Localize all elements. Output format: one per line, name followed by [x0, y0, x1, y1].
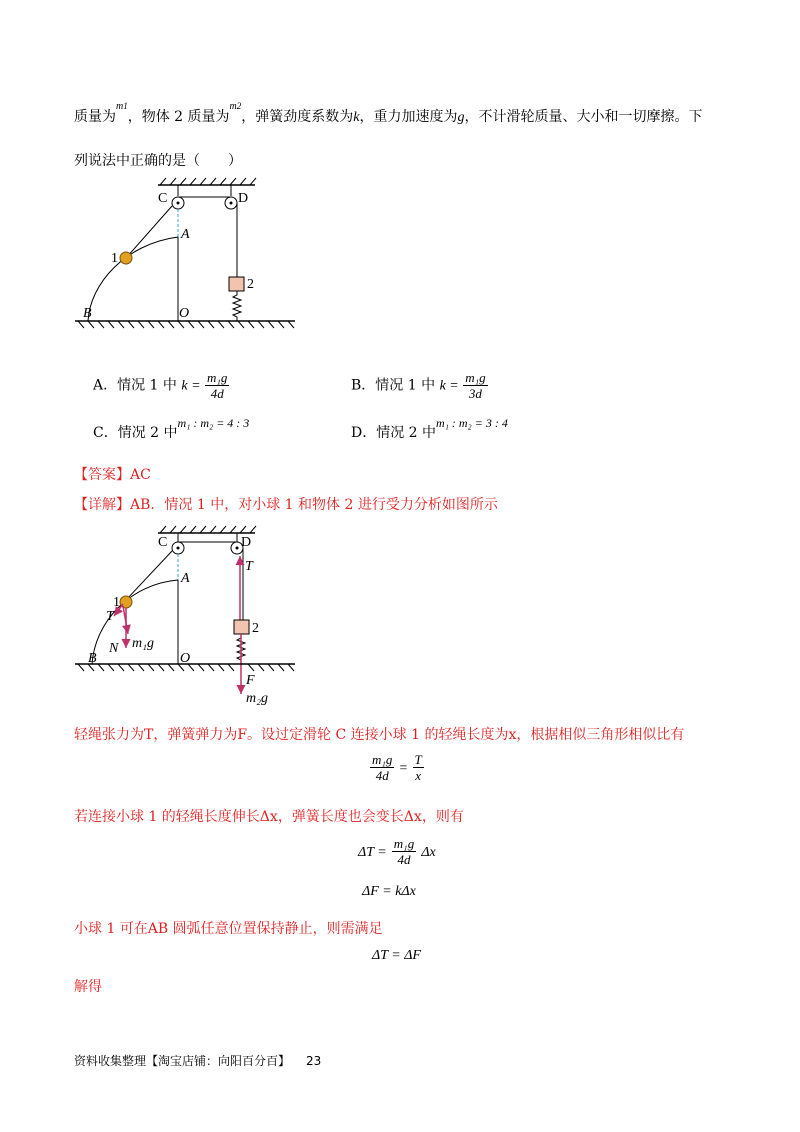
option-d[interactable]: D．情况 2 中m₁ : m₂ = 3 : 4 [351, 416, 508, 441]
label-c: C [158, 191, 168, 206]
equation-4: ΔT = ΔF [372, 948, 421, 963]
equation-2: ΔT = $\frac{\text{m₁g}}{4d}$ Δx [358, 836, 436, 867]
svg-text:B: B [88, 651, 97, 666]
svg-text:2: 2 [252, 621, 259, 636]
svg-text:F: F [246, 673, 255, 688]
ball-1 [120, 252, 132, 264]
solution-p1: 轻绳张力为T，弹簧弹力为F。设过定滑轮 C 连接小球 1 的轻绳长度为x，根据相似三角形相似比有 [74, 727, 685, 743]
detail-line: 【详解】AB．情况 1 中，对小球 1 和物体 2 进行受力分析如图所示 [74, 497, 498, 513]
svg-text:D: D [241, 535, 252, 550]
m1-symbol: m1 [116, 101, 128, 112]
svg-text:T: T [245, 559, 253, 574]
figure-1-diagram [70, 174, 300, 334]
question-line-2: 列说法中正确的是（ ） [74, 153, 242, 169]
equation-3: ΔF = kΔx [362, 884, 416, 899]
option-a[interactable]: A．情况 1 中 k = $\frac{\text{m₁g}}{4d}$ [93, 370, 228, 401]
option-c[interactable]: C．情况 2 中m₁ : m₂ = 4 : 3 [93, 416, 250, 441]
solution-p2: 若连接小球 1 的轻绳长度伸长Δx，弹簧长度也会变长Δx，则有 [74, 809, 464, 825]
label-ball: 1 [111, 251, 118, 266]
svg-text:T: T [106, 609, 114, 624]
svg-text:N: N [109, 641, 119, 656]
svg-text:m₂g: m₂g [246, 691, 268, 706]
svg-text:O: O [180, 651, 191, 666]
question-line-1: 质量为$^{m1}$，物体 2 质量为$^{m2}$，弹簧劲度系数为k，重力加速度为g，不计滑轮质量、大小和一切摩擦。下 [74, 101, 703, 125]
label-b: B [83, 306, 92, 321]
answer-line: 【答案】AC [74, 467, 151, 483]
svg-text:m₁g: m₁g [132, 636, 154, 651]
svg-text:A: A [181, 571, 190, 586]
svg-text:1: 1 [113, 595, 120, 610]
block-2 [229, 277, 244, 291]
m2-symbol: m2 [229, 101, 242, 112]
label-a: A [181, 227, 190, 242]
label-block: 2 [247, 277, 254, 292]
label-o: O [179, 306, 190, 321]
equation-1: $\frac{\text{m₁g}}{4d}$ = $\frac{T}{x}$ [372, 752, 422, 783]
solution-p3: 小球 1 可在AB 圆弧任意位置保持静止，则需满足 [74, 921, 383, 937]
solution-p4: 解得 [74, 979, 102, 995]
page-number: 23 [306, 1054, 322, 1068]
option-b[interactable]: B．情况 1 中 k = $\frac{\text{m₁g}}{3d}$ [351, 370, 486, 401]
figure-2-diagram [70, 522, 300, 707]
svg-text:C: C [158, 535, 168, 550]
label-d: D [238, 191, 249, 206]
footer: 资料收集整理【淘宝店铺：向阳百分百】 23 [74, 1054, 322, 1068]
